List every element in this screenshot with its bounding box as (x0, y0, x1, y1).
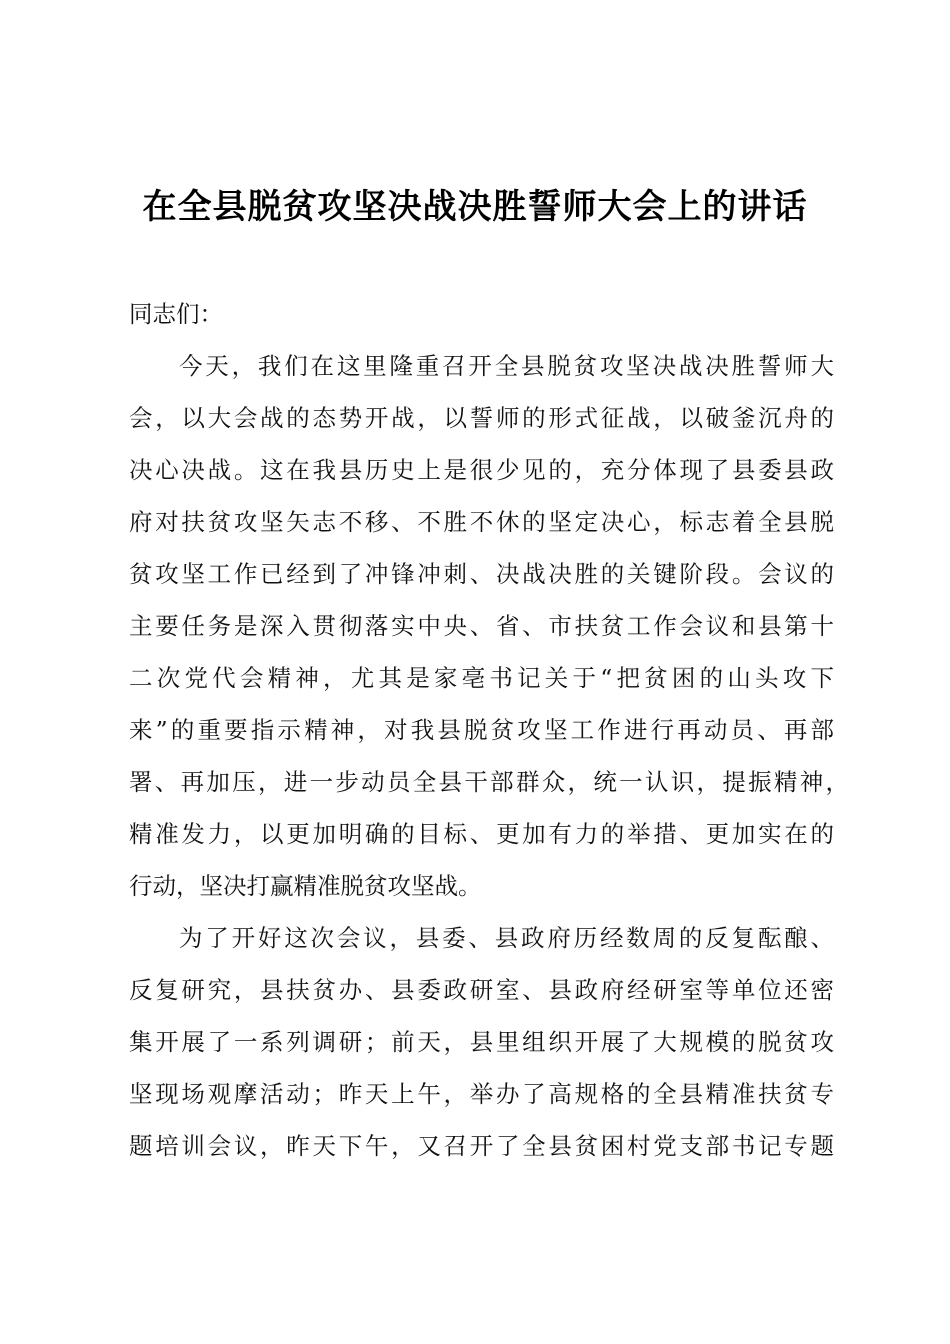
paragraph-2-line: 题培训会议，昨天下午，又召开了全县贫困村党支部书记专题 (129, 1132, 834, 1160)
document-title: 在全县脱贫攻坚决战决胜誓师大会上的讲话 (142, 187, 808, 227)
paragraph-1-line: 会，以大会战的态势开战，以誓师的形式征战，以破釜沉舟的 (129, 404, 834, 432)
paragraph-1-line: 贫攻坚工作已经到了冲锋冲刺、决战决胜的关键阶段。会议的 (129, 560, 834, 588)
salutation: 同志们： (129, 300, 223, 328)
paragraph-2-line: 坚现场观摩活动；昨天上午，举办了高规格的全县精准扶贫专 (129, 1080, 834, 1108)
paragraph-2-line: 反复研究，县扶贫办、县委政研室、县政府经研室等单位还密 (129, 976, 834, 1004)
paragraph-2-line: 集开展了一系列调研；前天，县里组织开展了大规模的脱贫攻 (129, 1028, 834, 1056)
paragraph-1-line: 主要任务是深入贯彻落实中央、省、市扶贫工作会议和县第十 (129, 612, 834, 640)
paragraph-1-line: 今天，我们在这里隆重召开全县脱贫攻坚决战决胜誓师大 (179, 352, 834, 380)
paragraph-1-line: 精准发力，以更加明确的目标、更加有力的举措、更加实在的 (129, 820, 834, 848)
paragraph-1-line: 行动，坚决打赢精准脱贫攻坚战。 (129, 872, 482, 900)
paragraph-1-line: 署、再加压，进一步动员全县干部群众，统一认识，提振精神， (129, 768, 849, 796)
paragraph-1-line: 来”的重要指示精神，对我县脱贫攻坚工作进行再动员、再部 (129, 716, 834, 744)
paragraph-1-line: 府对扶贫攻坚矢志不移、不胜不休的坚定决心，标志着全县脱 (129, 508, 834, 536)
paragraph-1-line: 二次党代会精神，尤其是家亳书记关于“把贫困的山头攻下 (129, 664, 834, 692)
paragraph-2-line: 为了开好这次会议，县委、县政府历经数周的反复酝酿、 (179, 924, 834, 952)
paragraph-1-line: 决心决战。这在我县历史上是很少见的，充分体现了县委县政 (129, 456, 834, 484)
